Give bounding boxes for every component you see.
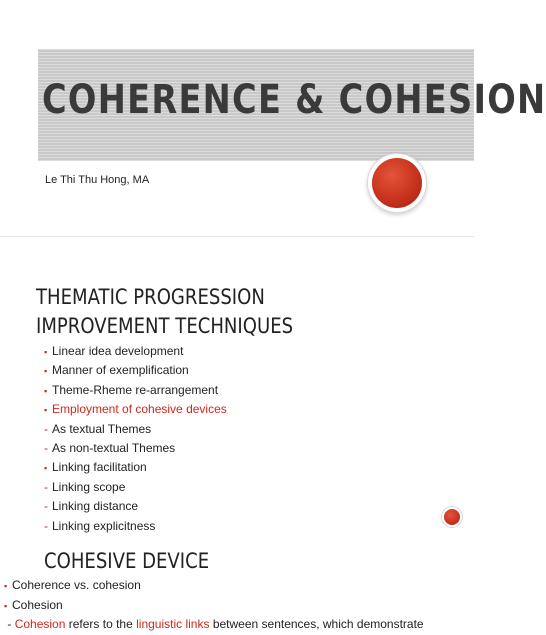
list-item: - As non-textual Themes: [44, 439, 227, 458]
list-item: ▪ Theme-Rheme re-arrangement: [44, 381, 227, 400]
dash-icon: -: [44, 499, 48, 514]
small-red-circle-decoration: [444, 509, 460, 525]
bullet-icon: ▪: [44, 347, 48, 357]
dash-icon: -: [44, 518, 48, 533]
techniques-list: [44, 342, 227, 536]
list-item: ▪ Linear idea development: [44, 342, 227, 361]
list-item: - Cohesion refers to the linguistic links between sentences, which demonstrate: [7, 617, 424, 631]
list-item: - As textual Themes: [44, 420, 227, 439]
dash-icon: -: [44, 440, 48, 455]
thematic-progression-heading: [36, 283, 293, 341]
list-item: - Linking explicitness: [44, 517, 227, 536]
list-item: - Linking distance: [44, 497, 227, 516]
slide-divider: [0, 236, 474, 237]
bullet-icon: ▪: [44, 385, 48, 396]
dash-icon: -: [44, 479, 48, 494]
bullet-icon: ▪: [44, 463, 48, 474]
bullet-icon: ▪: [4, 581, 8, 591]
list-item: ▪ Coherence vs. cohesion: [4, 576, 424, 596]
heading-line-1: THEMATIC PROGRESSION: [36, 285, 265, 309]
title-slide: [0, 0, 546, 235]
bullet-icon: ▪: [4, 600, 8, 611]
bullet-icon: ▪: [44, 366, 48, 377]
dash-icon: -: [44, 421, 48, 436]
list-item: ▪ Employment of cohesive devices: [44, 400, 227, 419]
bullet-icon: ▪: [44, 405, 48, 416]
red-circle-decoration: [372, 158, 422, 208]
author-name: Le Thi Thu Hong, MA: [45, 174, 150, 186]
cohesive-device-list: [4, 576, 424, 635]
cohesive-device-heading: COHESIVE DEVICE: [44, 549, 210, 573]
list-item: ▪ Linking facilitation: [44, 458, 227, 477]
list-item: ▪ Cohesion: [4, 596, 424, 616]
list-item: - Linking scope: [44, 478, 227, 497]
list-item: ▪ Manner of exemplification: [44, 361, 227, 380]
heading-line-2: IMPROVEMENT TECHNIQUES: [36, 314, 294, 338]
slide-title: COHERENCE & COHESION: [42, 77, 546, 123]
